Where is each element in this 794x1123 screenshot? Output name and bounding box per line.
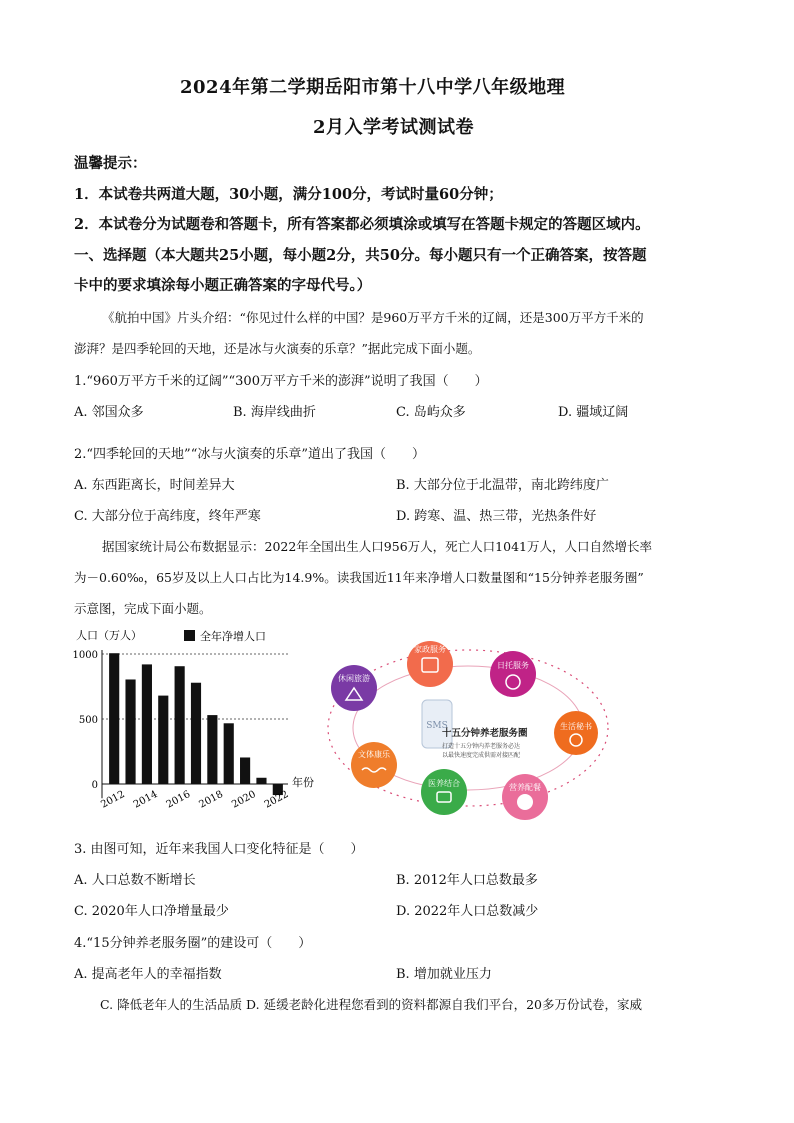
bar-2021: [256, 778, 266, 784]
question-1-option-d: D. 疆域辽阔: [558, 405, 629, 420]
question-1-stem: 1.“960万平方千米的辽阔”“300万平方千米的澎湃”说明了我国（ ）: [74, 374, 488, 389]
question-3-option-c: C. 2020年人口净增量最少: [74, 904, 229, 919]
node-nutrition: [502, 774, 548, 820]
question-2-stem: 2.“四季轮回的天地”“冰与火演奏的乐章”道出了我国（ ）: [74, 447, 425, 462]
chart-xlabel: 年份: [292, 776, 314, 789]
svg-text:营养配餐: 营养配餐: [509, 783, 541, 792]
question-2-option-a: A. 东西距离长，时间差异大: [74, 478, 235, 493]
question-4-option-a: A. 提高老年人的幸福指数: [74, 967, 222, 982]
question-3-stem: 3. 由图可知，近年来我国人口变化特征是（ ）: [74, 842, 364, 857]
question-3-option-b: B. 2012年人口总数最多: [396, 873, 538, 888]
passage-1-line-2: 澎湃？是四季轮回的天地，还是冰与火演奏的乐章？”据此完成下面小题。: [74, 341, 481, 356]
node-home-service: [407, 641, 453, 687]
svg-text:日托服务: 日托服务: [497, 661, 529, 670]
diagram-center-subtitle-2: 以最快速度完成供需对接匹配: [442, 752, 521, 759]
x-tick-label: 2012: [99, 788, 127, 811]
passage-2-line-1: 据国家统计局公布数据显示：2022年全国出生人口956万人，死亡人口1041万人，人口自然增长率: [102, 539, 652, 554]
phone-label: SMS: [426, 721, 448, 731]
bar-2020: [240, 757, 250, 784]
node-daycare: [490, 651, 536, 697]
node-culture-sports: [351, 742, 397, 788]
question-1-option-a: A. 邻国众多: [74, 405, 144, 420]
x-tick-label: 2016: [164, 788, 193, 811]
elderly-care-service-diagram: [318, 630, 618, 825]
node-medical-care: [421, 769, 467, 815]
bar-2012: [109, 653, 119, 784]
question-3-option-d: D. 2022年人口总数减少: [396, 904, 539, 919]
net-population-chart: [70, 624, 320, 824]
bar-2018: [207, 715, 217, 784]
question-4-options-cd: C. 降低老年人的生活品质 D. 延缓老龄化进程您看到的资料都源自我们平台，20多万份试卷，家威: [100, 997, 642, 1012]
tips-heading: 温馨提示：: [74, 155, 147, 172]
y-tick-label: 0: [91, 780, 98, 791]
meal-icon: [517, 794, 533, 810]
diagram-center-title: 十五分钟养老服务圈: [442, 728, 528, 739]
x-tick-label: 2018: [197, 788, 226, 811]
question-1-option-c: C. 岛屿众多: [396, 405, 466, 420]
passage-1-line-1: 《航拍中国》片头介绍：“你见过什么样的中国？是960万平方千米的辽阔，还是300万平方千米的: [102, 310, 644, 325]
node-life-secretary: [554, 711, 598, 755]
x-tick-label: 2014: [131, 788, 160, 811]
tips-item-1: 1．本试卷共两道大题，30小题，满分100分，考试时量60分钟；: [74, 186, 503, 203]
legend-swatch: [184, 630, 195, 641]
node-leisure-travel: [331, 665, 377, 711]
question-2-option-b: B. 大部分位于北温带，南北跨纬度广: [396, 478, 609, 493]
svg-text:家政服务: 家政服务: [414, 645, 446, 654]
tips-item-2: 2．本试卷分为试题卷和答题卡，所有答案都必须填涂或填写在答题卡规定的答题区域内。: [74, 216, 650, 233]
bar-2013: [125, 679, 135, 784]
question-2-option-c: C. 大部分位于高纬度，终年严寒: [74, 509, 261, 524]
y-tick-label: 500: [78, 715, 98, 726]
bar-2019: [224, 723, 234, 784]
question-4-option-b: B. 增加就业压力: [396, 967, 492, 982]
bar-2015: [158, 696, 168, 784]
bar-2017: [191, 683, 201, 784]
x-tick-label: 2020: [230, 788, 258, 811]
section-heading-line-2: 卡中的要求填涂每小题正确答案的字母代号。）: [74, 277, 372, 294]
legend-label: 全年净增人口: [200, 630, 266, 643]
svg-text:休闲旅游: 休闲旅游: [338, 674, 370, 683]
svg-text:生活秘书: 生活秘书: [560, 722, 592, 731]
bar-2014: [142, 664, 152, 784]
chart-ylabel: 人口（万人）: [76, 629, 142, 642]
y-tick-label: 1000: [72, 650, 98, 661]
section-heading-line-1: 一、选择题（本大题共25小题，每小题2分，共50分。每小题只有一个正确答案，按答题: [74, 247, 647, 264]
svg-text:医养结合: 医养结合: [428, 779, 460, 788]
question-3-option-a: A. 人口总数不断增长: [74, 873, 196, 888]
svg-text:文体康乐: 文体康乐: [358, 750, 390, 759]
diagram-center-subtitle-1: 打造十五分钟内养老服务必达: [442, 743, 521, 750]
question-4-stem: 4.“15分钟养老服务圈”的建设可（ ）: [74, 936, 312, 951]
question-2-option-d: D. 跨寒、温、热三带，光热条件好: [396, 509, 597, 524]
passage-2-line-2: 为－0.60‰，65岁及以上人口占比为14.9%。读我国近11年来净增人口数量图和“15分钟养老服务圈”: [74, 570, 644, 585]
bar-2016: [175, 666, 185, 784]
x-tick-label: 2022: [262, 788, 291, 811]
passage-2-line-3: 示意图，完成下面小题。: [74, 601, 212, 616]
question-1-option-b: B. 海岸线曲折: [233, 405, 316, 420]
page-title: 2024年第二学期岳阳市第十八中学八年级地理: [180, 77, 566, 98]
page-subtitle: 2月入学考试测试卷: [313, 117, 475, 138]
